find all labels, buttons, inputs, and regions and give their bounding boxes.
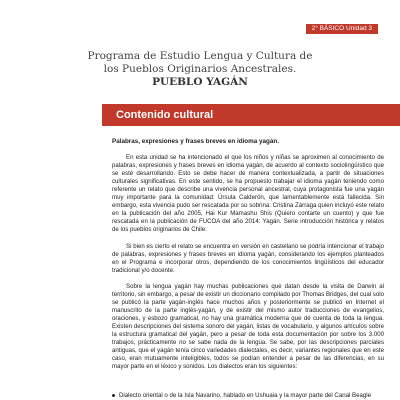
paragraph-3: Sobre la lengua yagán hay muchas publicaciones que datan desde la visita de Darwin al territorio, sin embargo, a pesar de existir un diccionario compilado por Thomas Bridges, del cual solo se publicó la parte yagán-inglés hace muchos años y posteriormente se publicó en Internet el manuscrito de la parte inglés-yagán, y de existir del mismo autor traducciones de evangelios, oraciones, y esbozo gramatical, no hay una gramática moderna que dé cuenta de toda la lengua. Existen descripciones del sistema sonoro del yagán, listas de vocabulario, y algunos artículos sobre la estructura gramatical del yagán, pero a pesar de toda esta documentación por sobre los 3.000 trabajos, prácticamente no se sabe nada de la lengua. Se sabe, por las descripciones parciales antiguas, que el yagán tenía cinco variedades dialectales, es decir, variantes regionales que en este caso, eran mutuamente inteligibles, todos se podían entender a pesar de las diferencias, en su mayor parte en el léxico y sonidos. Los dialectos eran los siguientes:	[112, 282, 384, 371]
document-header	[0, 50, 400, 89]
content-body	[112, 138, 384, 379]
dialect-list-item-text: Dialecto oriental o de la Isla Navarino, hablado en Ushuaia y la mayor parte del Canal Beagle	[119, 392, 372, 399]
header-line-3: PUEBLO YAGÁN	[152, 76, 248, 88]
content-subtitle: Palabras, expresiones y frases breves en idioma yagán.	[112, 138, 279, 145]
paragraph-2: Si bien es cierto el relato se encuentra en versión en castellano se podría intencionar el trabajo de palabras, expresiones y frases breves en idioma yagán, considerando los ejemplos planteados en el Programa e incorporar otros, dependiendo de los conocimientos lingüísticos del educador tradicional y/o docente.	[112, 242, 384, 274]
paragraph-1: En esta unidad se ha intencionado el que los niños y niñas se aproximen al conocimiento de palabras, expresiones y frases breves en idioma yagán, de acuerdo al contexto sociolingüístico que se esté desarrollando. Esto se debe hacer de manera contextualizada, a partir de situaciones culturales significativas. En este sentido, se ha propuesto trabajar el idioma yagán teniendo como referente un relato que describe una vivencia personal ancestral, cuya protagonista fue una yagán muy importante para la comunidad: Úrsula Calderón, que lamentablemente está fallecida. Sin embargo, esta vivencia pudo ser rescatada por su sobrina: Cristina Zárraga quien incluyó este relato en la publicación del año 2005, Hai Kur Mamashu Shis (Quiero contarte un cuento) y que fue rescatada en la publicación de FUCOA del año 2014: Yagán. Serie introducción histórica y relatos de los pueblos originarios de Chile.	[112, 154, 384, 234]
header-line-1: Programa de Estudio Lengua y Cultura de	[87, 50, 313, 62]
dialect-list-item	[112, 392, 384, 400]
header-line-2: los Pueblos Originarios Ancestrales.	[103, 63, 297, 75]
section-title-bar: Contenido cultural	[102, 104, 400, 126]
bullet-icon	[112, 394, 115, 397]
grade-unit-badge: 2° BÁSICO Unidad 3	[306, 24, 378, 34]
